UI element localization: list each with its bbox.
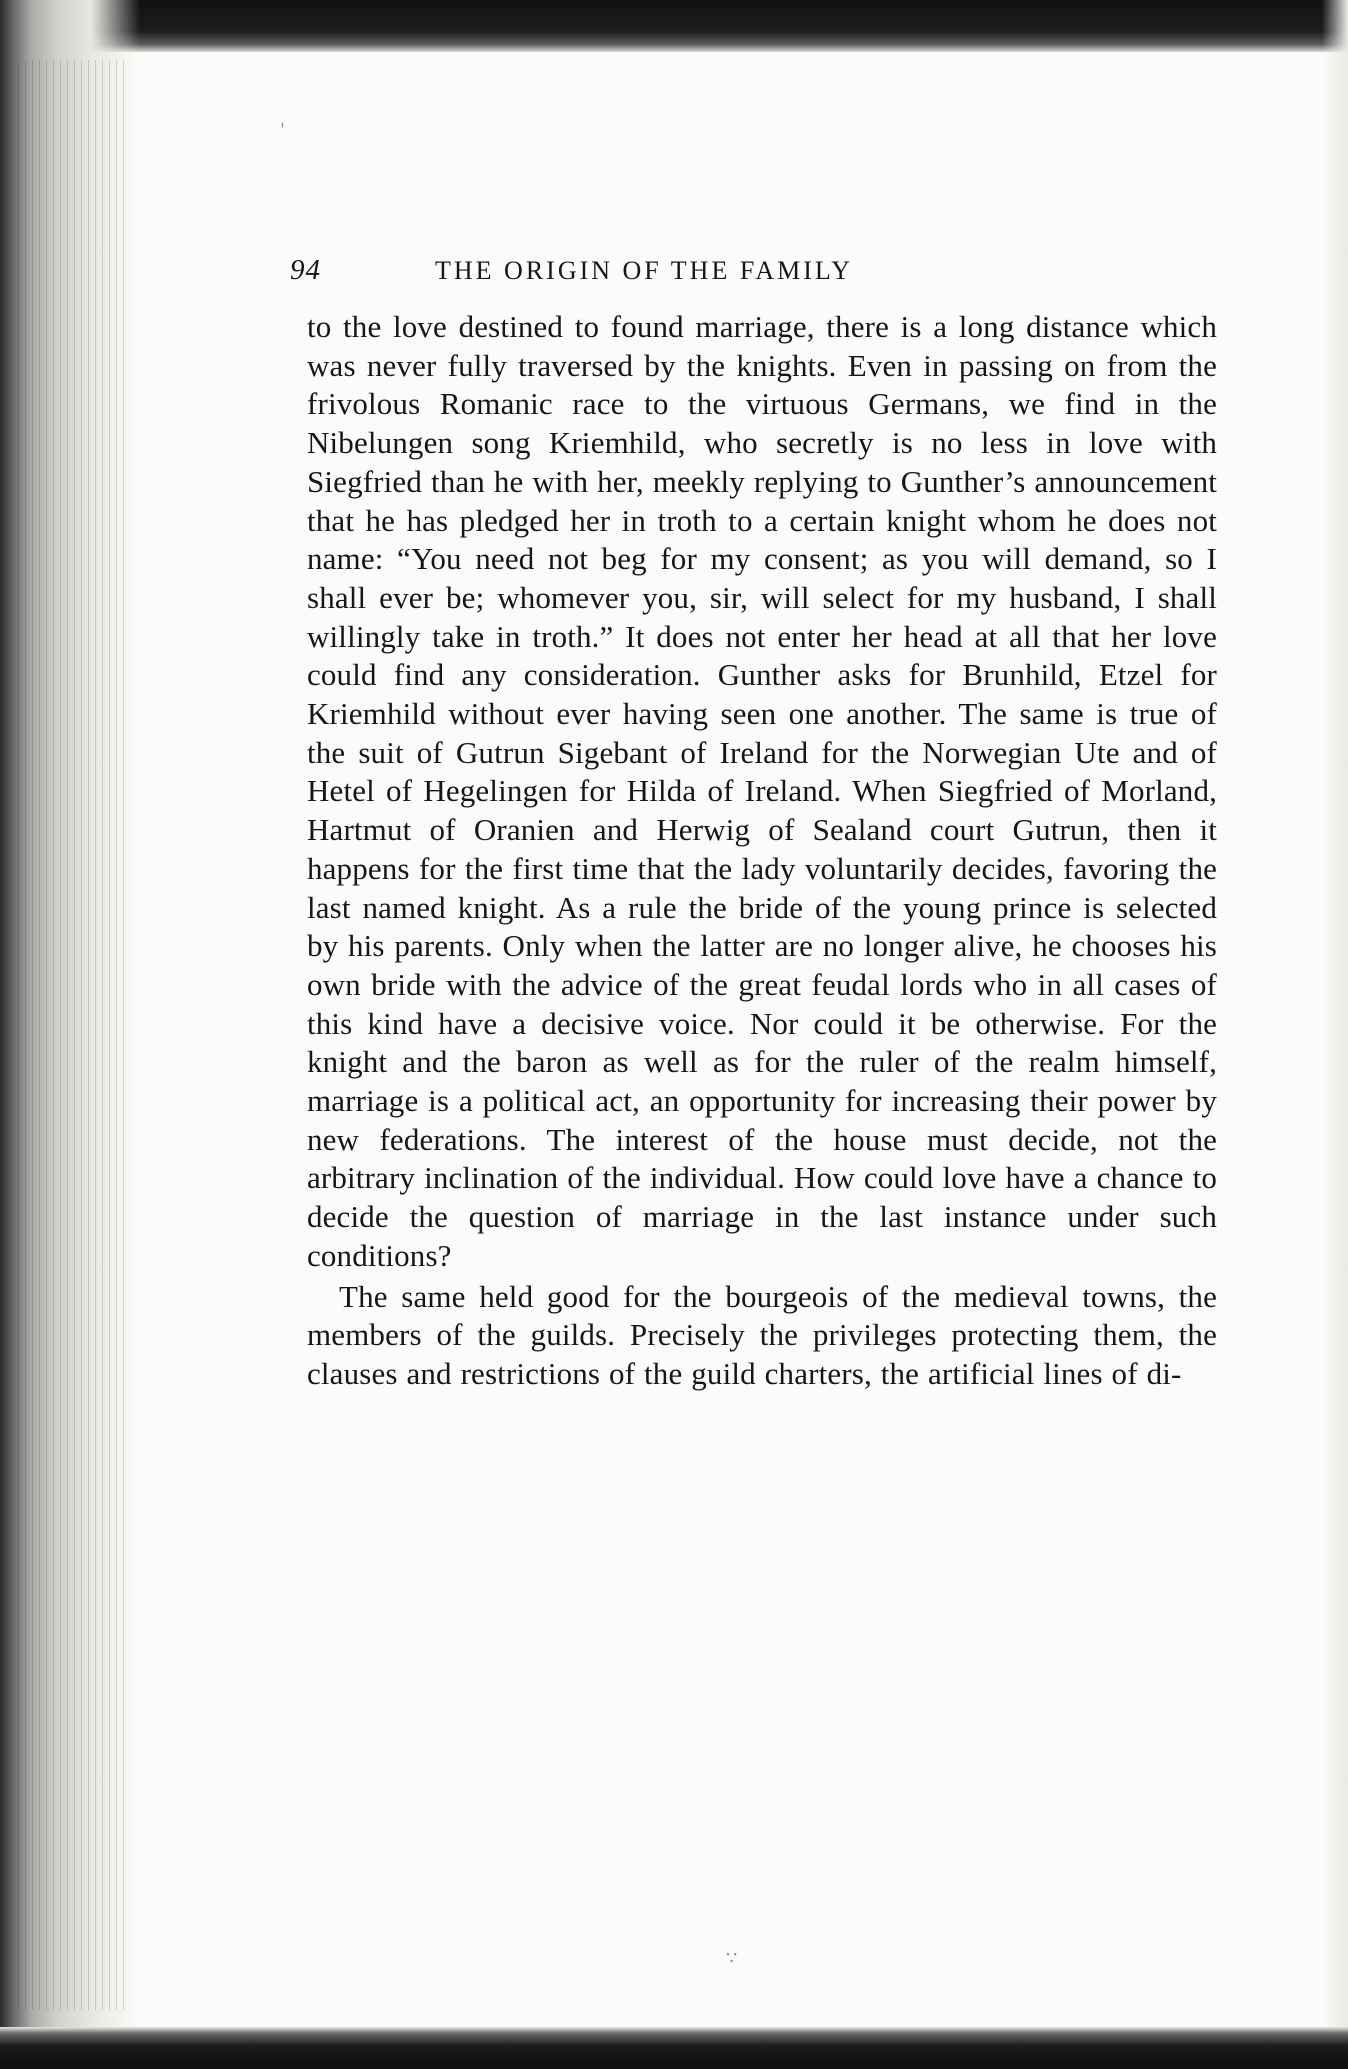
book-page: [290, 248, 1217, 1394]
scan-border-right: [1322, 0, 1348, 2069]
running-title: THE ORIGIN OF THE FAMILY: [435, 256, 853, 285]
binding-texture: [18, 60, 128, 2010]
scan-speck: ∵: [726, 1948, 738, 1969]
running-header: [290, 248, 1217, 294]
body-text: [307, 308, 1217, 1394]
paragraph: The same held good for the bourgeois of the medieval towns, the members of the guilds. Precisely the privileges protecting them, the clauses and restrictions of the guild charters, the artificial lines of di-: [307, 1278, 1217, 1391]
scan-speck: ˈ: [280, 120, 285, 141]
page-number: 94: [290, 254, 321, 286]
paragraph: to the love destined to found marriage, there is a long distance which was never fully traversed by the knights. Even in passing on from the frivolous Romanic race to the virtuous Germans, we find in the Nibelungen song Kriemhild, who secretly is no less in love with Siegfried than he with her, meekly replying to Gunther’s announcement that he has pledged her in troth to a certain knight whom he does not name: “You need not beg for my consent; as you will demand, so I shall ever be; whomever you, sir, will select for my husband, I shall willingly take in troth.” It does not enter her head at all that her love could find any consideration. Gunther asks for Brunhild, Etzel for Kriemhild without ever having seen one another. The same is true of the suit of Gutrun Sigebant of Ireland for the Norwegian Ute and of Hetel of Hegelingen for Hilda of Ireland. When Siegfried of Morland, Hartmut of Oranien and Herwig of Sealand court Gutrun, then it happens for the first time that the lady voluntarily decides, favoring the last named knight. As a rule the bride of the young prince is selected by his parents. Only when the latter are no longer alive, he chooses his own bride with the advice of the great feudal lords who in all cases of this kind have a decisive voice. Nor could it be otherwise. For the knight and the baron as well as for the ruler of the realm himself, marriage is a political act, an opportunity for increasing their power by new federations. The interest of the house must decide, not the arbitrary inclination of the individual. How could love have a chance to decide the question of marriage in the last instance under such conditions?: [307, 309, 1217, 1273]
scan-border-top: [0, 0, 1348, 52]
scan-border-bottom: [0, 2027, 1348, 2069]
